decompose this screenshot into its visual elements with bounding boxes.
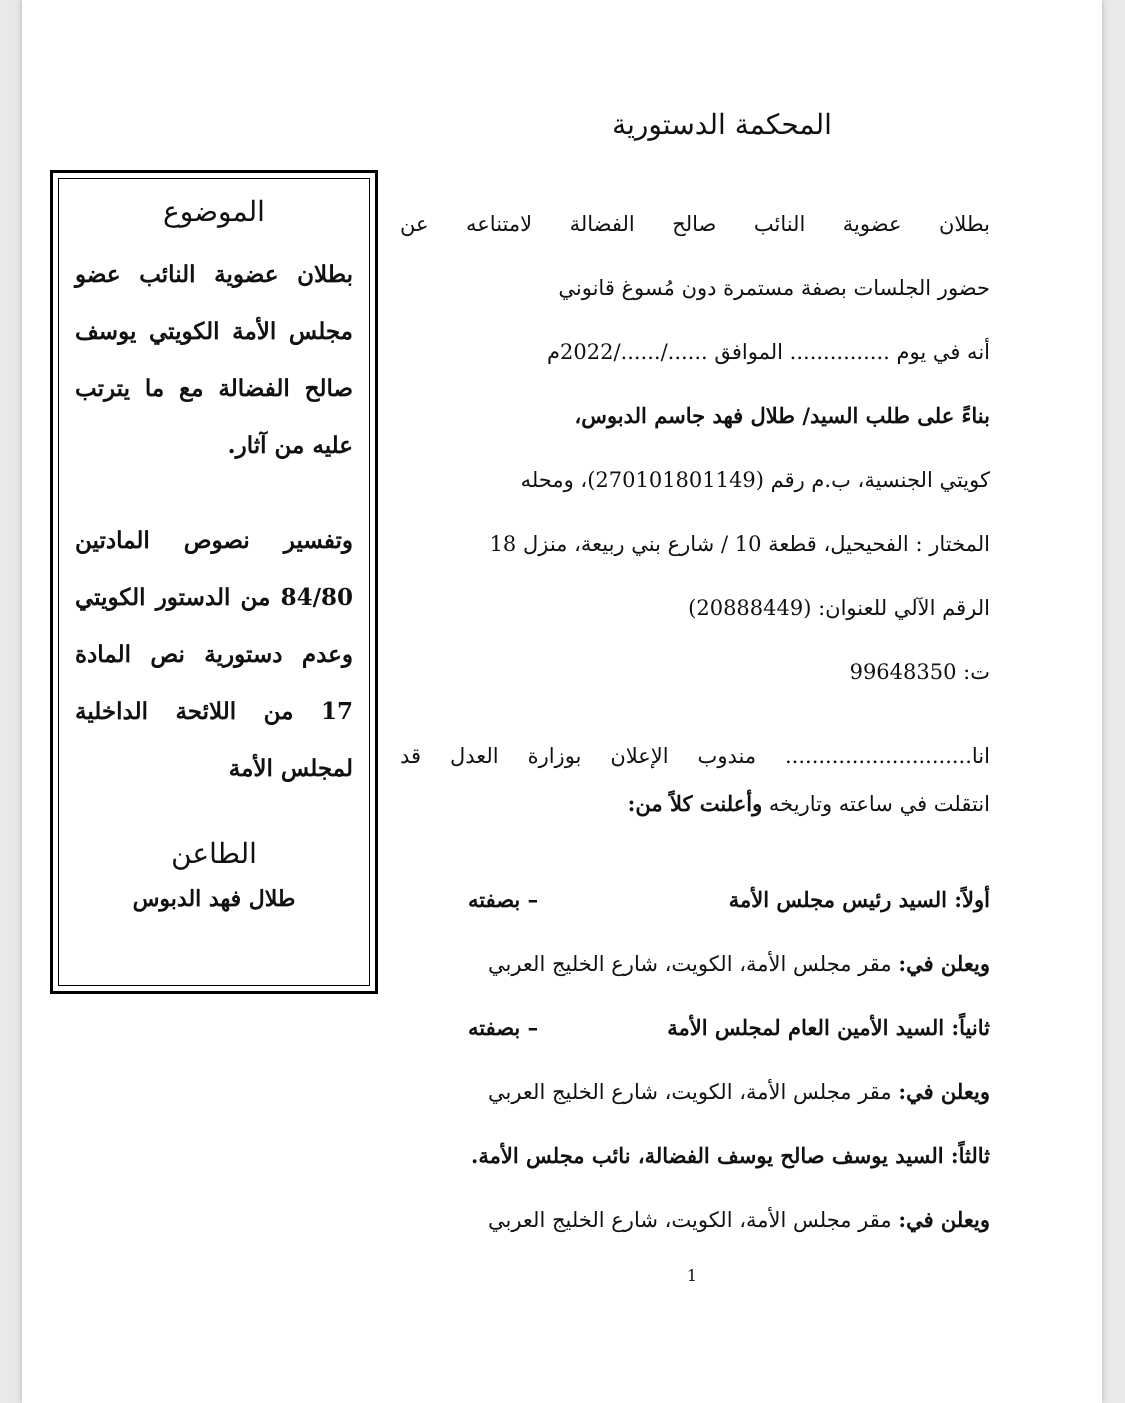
request-line: بناءً على طلب السيد/ طلال فهد جاسم الدبوس، [574,403,990,428]
subject-box-inner [58,178,370,986]
first-served-address: مقر مجلس الأمة، الكويت، شارع الخليج العربي [487,952,899,976]
second-respondent-name: ثانياً: السيد الأمين العام لمجلس الأمة [667,1015,990,1040]
first-respondent-row [400,868,990,932]
subject-paragraph-1: بطلان عضوية النائب عضو مجلس الأمة الكويتي يوسف صالح الفضالة مع ما يترتب عليه من آثار. [75,261,353,459]
moved-line-text: انتقلت في ساعته وتاريخه [762,792,990,816]
appellant-name: طلال فهد الدبوس [132,886,296,912]
subject-box [50,170,378,994]
subject-line-1: بطلان عضوية النائب صالح الفضالة لامتناعه عن [400,212,990,236]
first-respondent-name: أولاً: السيد رئيس مجلس الأمة [728,887,990,912]
third-respondent-line: ثالثاً: السيد يوسف صالح يوسف الفضالة، نائب مجلس الأمة. [471,1143,990,1168]
third-served-label: ويعلن في: [898,1207,990,1232]
second-served-label: ويعلن في: [898,1079,990,1104]
court-title: المحكمة الدستورية [612,108,832,141]
moved-line [400,780,990,828]
address-line: المختار : الفحيحيل، قطعة 10 / شارع بني ربيعة، منزل 18 [489,532,990,556]
second-respondent-row [400,996,990,1060]
first-respondent-capacity: – بصفته [468,887,539,912]
main-column [400,192,990,1252]
third-served-line [400,1188,990,1252]
second-served-address: مقر مجلس الأمة، الكويت، شارع الخليج العربي [487,1080,899,1104]
date-line: أنه في يوم ............... الموافق ....../....../2022م [546,340,990,364]
document-page [22,0,1102,1403]
phone-line: ت: 99648350 [849,660,990,684]
bailiff-line: انا............................ مندوب الإعلان بوزارة العدل قد [400,744,990,768]
auto-number-line: الرقم الآلي للعنوان: (20888449) [688,596,990,620]
subject-paragraph-2: وتفسير نصوص المادتين 84/80 من الدستور الكويتي وعدم دستورية نص المادة 17 من اللائحة الداخلية لمجلس الأمة [75,527,353,782]
appellant-label: الطاعن [171,837,257,870]
page-number: 1 [686,1266,698,1285]
second-respondent-capacity: – بصفته [468,1015,539,1040]
moved-line-bold: وأعلنت كلاً من: [627,791,763,816]
subject-heading: الموضوع [163,195,265,228]
subject-line-2: حضور الجلسات بصفة مستمرة دون مُسوغ قانوني [558,276,990,300]
third-served-address: مقر مجلس الأمة، الكويت، شارع الخليج العربي [487,1208,899,1232]
second-served-line [400,1060,990,1124]
first-served-label: ويعلن في: [898,951,990,976]
first-served-line [400,932,990,996]
nationality-line: كويتي الجنسية، ب.م رقم (270101801149)، ومحله [520,468,990,492]
